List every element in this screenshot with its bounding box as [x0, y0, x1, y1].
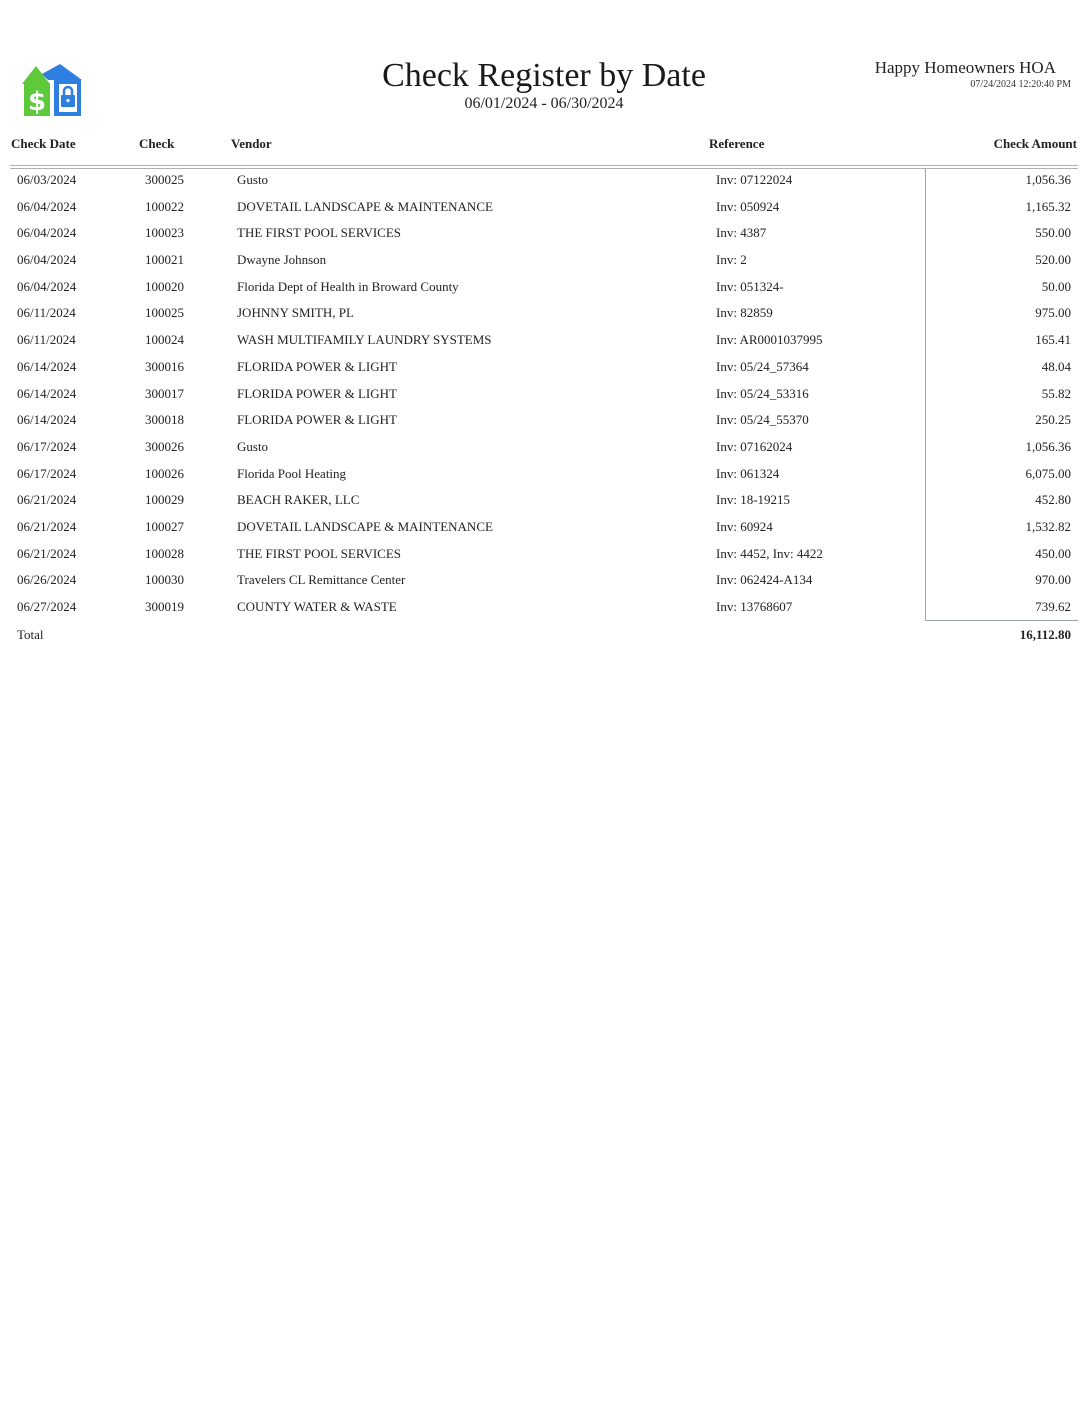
- check-amount-cell: 1,532.82: [1025, 518, 1071, 534]
- check-date-cell: 06/04/2024: [17, 252, 77, 268]
- check-date-cell: 06/17/2024: [17, 438, 77, 454]
- column-header-check: Check: [139, 136, 175, 151]
- report-date-range: 06/01/2024 - 06/30/2024: [464, 95, 624, 112]
- check-date-cell: 06/21/2024: [17, 545, 77, 561]
- reference-cell: Inv: 13768607: [716, 599, 793, 614]
- table-row: [0, 406, 1088, 433]
- check-amount-cell: 1,165.32: [1025, 198, 1071, 214]
- check-amount-cell: 250.25: [1035, 412, 1071, 428]
- column-header-reference: Reference: [709, 136, 765, 151]
- check-amount-cell: 550.00: [1035, 225, 1071, 241]
- vendor-cell: FLORIDA POWER & LIGHT: [237, 412, 397, 428]
- company-name: Happy Homeowners HOA: [874, 58, 1056, 77]
- check-number-cell: 300025: [145, 172, 184, 187]
- table-row: [0, 193, 1088, 220]
- check-number-cell: 100029: [145, 492, 184, 508]
- reference-cell: Inv: 82859: [716, 305, 773, 321]
- check-date-cell: 06/04/2024: [17, 225, 77, 241]
- table-row: [0, 540, 1088, 567]
- vendor-cell: Florida Pool Heating: [237, 465, 347, 481]
- check-date-cell: 06/14/2024: [17, 412, 77, 428]
- vendor-cell: Travelers CL Remittance Center: [237, 572, 406, 588]
- reference-cell: Inv: 4452, Inv: 4422: [716, 545, 823, 561]
- check-number-cell: 300026: [145, 438, 184, 454]
- check-register-rows: [0, 166, 1088, 620]
- check-number-cell: 100026: [145, 465, 184, 481]
- check-number-cell: 100023: [145, 225, 184, 241]
- vendor-cell: JOHNNY SMITH, PL: [237, 305, 354, 321]
- check-date-cell: 06/03/2024: [17, 172, 77, 187]
- check-number-cell: 100021: [145, 252, 184, 268]
- vendor-cell: BEACH RAKER, LLC: [237, 492, 360, 508]
- check-number-cell: 100020: [145, 278, 184, 294]
- vendor-cell: COUNTY WATER & WASTE: [237, 599, 397, 614]
- reference-cell: Inv: 050924: [716, 198, 780, 214]
- check-date-cell: 06/14/2024: [17, 358, 77, 374]
- table-row: [0, 486, 1088, 513]
- vendor-cell: THE FIRST POOL SERVICES: [237, 545, 402, 561]
- vendor-cell: FLORIDA POWER & LIGHT: [237, 385, 397, 401]
- table-row: [0, 380, 1088, 407]
- table-row: [0, 246, 1088, 273]
- check-amount-cell: 739.62: [1035, 599, 1071, 614]
- table-row: [0, 460, 1088, 487]
- vendor-cell: Dwayne Johnson: [237, 252, 327, 268]
- check-date-cell: 06/17/2024: [17, 465, 77, 481]
- check-number-cell: 300017: [145, 385, 184, 401]
- check-number-cell: 100030: [145, 572, 184, 588]
- report-title: Check Register by Date: [382, 57, 706, 94]
- table-row: [0, 273, 1088, 300]
- column-header-vendor: Vendor: [231, 136, 272, 151]
- table-row: [0, 513, 1088, 540]
- check-amount-cell: 55.82: [1041, 385, 1071, 401]
- check-amount-cell: 50.00: [1041, 278, 1071, 294]
- reference-cell: Inv: AR0001037995: [716, 332, 823, 348]
- reference-cell: Inv: 061324: [716, 465, 780, 481]
- reference-cell: Inv: 2: [716, 252, 747, 268]
- table-row: [0, 299, 1088, 326]
- check-amount-cell: 450.00: [1035, 545, 1071, 561]
- table-row: [0, 433, 1088, 460]
- check-amount-cell: 970.00: [1035, 572, 1071, 588]
- vendor-cell: Gusto: [237, 438, 269, 454]
- vendor-cell: Gusto: [237, 172, 269, 187]
- check-number-cell: 100027: [145, 518, 184, 534]
- check-amount-cell: 520.00: [1035, 252, 1071, 268]
- check-number-cell: 100028: [145, 545, 184, 561]
- reference-cell: Inv: 07162024: [716, 438, 793, 454]
- svg-text:$: $: [27, 87, 47, 117]
- total-amount: 16,112.80: [1019, 627, 1071, 642]
- reference-cell: Inv: 051324-: [716, 278, 784, 294]
- table-row: [0, 593, 1088, 620]
- check-date-cell: 06/04/2024: [17, 278, 77, 294]
- check-date-cell: 06/11/2024: [17, 305, 76, 321]
- check-number-cell: 100022: [145, 198, 184, 214]
- column-header-check-date: Check Date: [11, 136, 76, 151]
- vendor-cell: DOVETAIL LANDSCAPE & MAINTENANCE: [237, 198, 493, 214]
- check-date-cell: 06/14/2024: [17, 385, 77, 401]
- table-row: [0, 326, 1088, 353]
- check-date-cell: 06/21/2024: [17, 492, 77, 508]
- reference-cell: Inv: 05/24_55370: [716, 412, 809, 428]
- vendor-cell: DOVETAIL LANDSCAPE & MAINTENANCE: [237, 518, 493, 534]
- table-row: [0, 566, 1088, 593]
- vendor-cell: WASH MULTIFAMILY LAUNDRY SYSTEMS: [237, 332, 492, 348]
- check-number-cell: 300019: [145, 599, 184, 614]
- reference-cell: Inv: 062424-A134: [716, 572, 813, 588]
- check-date-cell: 06/21/2024: [17, 518, 77, 534]
- check-number-cell: 300016: [145, 358, 184, 374]
- check-date-cell: 06/11/2024: [17, 332, 76, 348]
- reference-cell: Inv: 4387: [716, 225, 767, 241]
- check-date-cell: 06/26/2024: [17, 572, 77, 588]
- reference-cell: Inv: 60924: [716, 518, 773, 534]
- reference-cell: Inv: 07122024: [716, 172, 793, 187]
- reference-cell: Inv: 05/24_53316: [716, 385, 809, 401]
- table-row: [0, 353, 1088, 380]
- column-header-check-amount: Check Amount: [993, 136, 1077, 151]
- check-amount-cell: 6,075.00: [1025, 465, 1071, 481]
- table-row: [0, 219, 1088, 246]
- total-label: Total: [17, 627, 44, 642]
- amount-column-border: [925, 620, 1078, 621]
- check-amount-cell: 48.04: [1041, 358, 1071, 374]
- reference-cell: Inv: 18-19215: [716, 492, 791, 508]
- check-amount-cell: 1,056.36: [1025, 438, 1071, 454]
- check-amount-cell: 975.00: [1035, 305, 1071, 321]
- check-date-cell: 06/04/2024: [17, 198, 77, 214]
- check-number-cell: 300018: [145, 412, 184, 428]
- check-amount-cell: 1,056.36: [1025, 172, 1071, 187]
- vendor-cell: FLORIDA POWER & LIGHT: [237, 358, 397, 374]
- table-row: [0, 166, 1088, 193]
- check-date-cell: 06/27/2024: [17, 599, 77, 614]
- reference-cell: Inv: 05/24_57364: [716, 358, 809, 374]
- check-number-cell: 100024: [145, 332, 184, 348]
- vendor-cell: THE FIRST POOL SERVICES: [237, 225, 402, 241]
- vendor-cell: Florida Dept of Health in Broward County: [237, 278, 459, 294]
- printed-timestamp: 07/24/2024 12:20:40 PM: [970, 79, 1071, 90]
- check-amount-cell: 165.41: [1035, 332, 1071, 348]
- check-number-cell: 100025: [145, 305, 184, 321]
- check-amount-cell: 452.80: [1035, 492, 1071, 508]
